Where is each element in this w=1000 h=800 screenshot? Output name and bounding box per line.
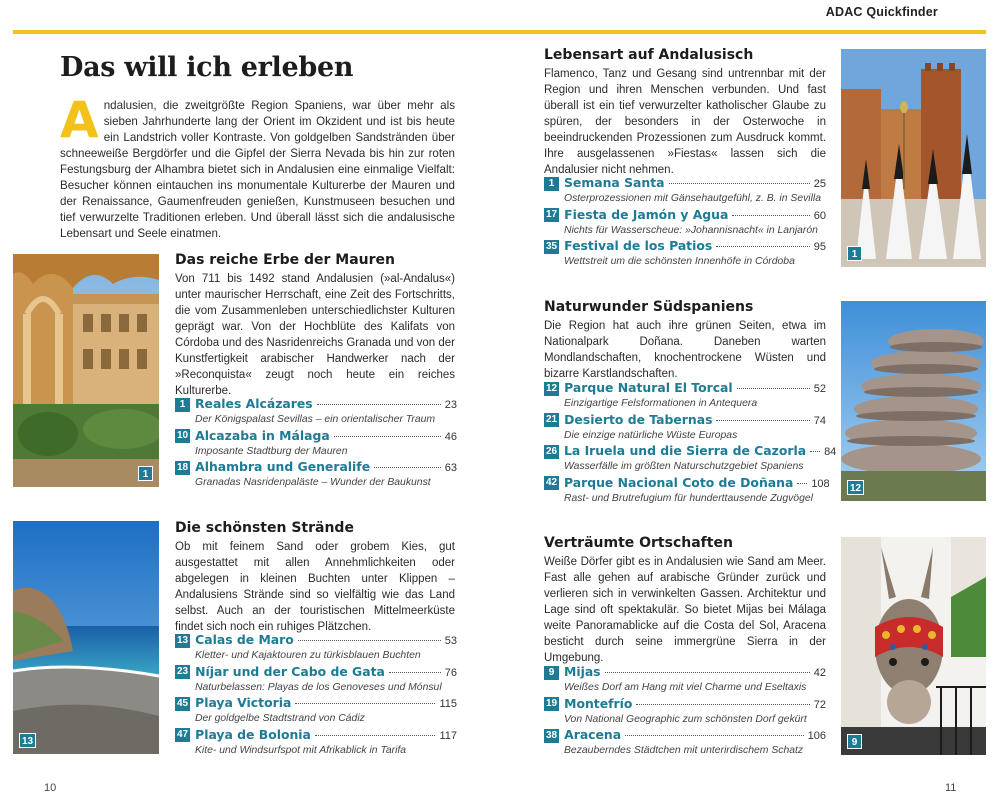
section-text-mauren: Von 711 bis 1492 stand Andalusien (»al-Andalus«) unter maurischer Herrschaft, eine Zeit des Fortschritts, die vom Zusammenleben unterschiedlichster Kulturen geprägt war. Von der Hochblüte des Kalifats von Córdoba und des Nasridenreichs Granada und von der Kunstfertigkeit arabischer Handwerker nach der »Reconquista« zeugt noch heute ein reiches Kulturerbe. [175, 273, 456, 397]
poi-name[interactable]: La Iruela und die Sierra de Cazorla [564, 443, 807, 458]
poi-name[interactable]: Alhambra und Generalife [195, 459, 371, 474]
intro-text: ndalusien, die zweitgrößte Region Spaniens, war über mehr als sieben Jahrhunderte lang der Orient im Okzident und ist bis heute ein Landstrich voller Kontraste. Von goldgelben Sandstränden über schneeweiße Bergdörfer und die Gipfel der Sierra Nevada bis hin zur roten Festungsburg der Alhambra bietet sich in Andalusien eine einmalige Vielfalt: Besucher können eintauchen ins monumentale Kulturerbe der Mauren und der Renaissance, Gaumenfreuden genießen, Kunstmuseen besuchen und tief verwurzelte Traditionen erleben. Und überall lässt sich die andalusische Lebensart und Seele einatmen. [60, 99, 455, 240]
poi-page: 72 [813, 698, 826, 711]
beach-illustration [13, 521, 159, 754]
poi-name[interactable]: Festival de los Patios [564, 238, 713, 253]
section-title-natur: Naturwunder Südspaniens [544, 299, 754, 315]
leader-dots [298, 640, 441, 641]
leader-dots [669, 183, 810, 184]
leader-dots [716, 246, 810, 247]
leader-dots [317, 404, 441, 405]
poi-page: 23 [444, 399, 457, 411]
photo-badge: 1 [847, 246, 862, 261]
poi-list-mauren [175, 396, 457, 491]
poi-number-badge: 9 [544, 666, 559, 680]
photo-mijas-donkey [841, 537, 986, 755]
poi-description: Kite- und Windsurfspot mit Afrikablick in Tarifa [195, 744, 407, 756]
list-item[interactable] [544, 380, 826, 412]
section-text-lebensart: Flamenco, Tanz und Gesang sind untrennbar mit der Region und ihren Menschen verbunden. Und fast überall ist ein tief verwurzelter katholischer Glaube zu spüren, der besonders in der Osterwoche in beeindruckenden Prozessionen zum Ausdruck kommt. Ihre ausgelassenen »Fiestas« lassen sich die Andalusier nicht nehmen. [544, 68, 826, 176]
poi-number-badge: 10 [177, 430, 189, 441]
poi-page: 46 [444, 430, 457, 443]
rock-formation-illustration [841, 301, 986, 501]
poi-name[interactable]: Alcazaba in Málaga [195, 427, 330, 443]
poi-description: Wasserfälle im größten Naturschutzgebiet Spaniens [564, 461, 804, 472]
list-item[interactable] [544, 727, 826, 759]
poi-page: 63 [444, 462, 457, 474]
poi-list-natur [544, 380, 837, 506]
poi-number-badge: 23 [177, 666, 189, 677]
poi-description: Die einzige natürliche Wüste Europas [564, 429, 738, 441]
photo-badge: 9 [847, 734, 862, 749]
photo-alcazar [13, 254, 159, 487]
page-number-right: 11 [945, 782, 957, 794]
photo-el-torcal [841, 301, 986, 501]
leader-dots [605, 672, 810, 673]
leader-dots [732, 215, 809, 216]
poi-description: Der Königspalast Sevillas – ein orientalischer Traum [195, 414, 436, 425]
poi-number-badge: 19 [546, 698, 558, 709]
leader-dots [636, 704, 809, 705]
poi-number-badge: 38 [546, 729, 558, 741]
leader-dots [625, 735, 804, 736]
list-item[interactable] [544, 474, 830, 507]
poi-name[interactable]: Reales Alcázares [195, 396, 313, 411]
poi-number-badge: 42 [546, 477, 558, 488]
list-item[interactable] [175, 664, 457, 696]
poi-number-badge: 21 [546, 414, 558, 425]
poi-name[interactable]: Parque Nacional Coto de Doñana [564, 474, 794, 490]
poi-number-badge: 17 [546, 209, 558, 220]
poi-number-badge: 26 [546, 445, 558, 457]
poi-page: 76 [444, 666, 457, 679]
poi-page: 117 [439, 729, 457, 742]
poi-number-badge: 45 [177, 697, 189, 709]
poi-page: 25 [813, 178, 826, 190]
dropcap: A [60, 91, 99, 149]
poi-name[interactable]: Mijas [564, 664, 601, 679]
photo-beach [13, 521, 159, 754]
poi-name[interactable]: Calas de Maro [195, 632, 294, 647]
poi-description: Rast- und Brutrefugium für hunderttausende Zugvögel [564, 492, 813, 504]
poi-number-badge: 12 [546, 382, 558, 394]
list-item[interactable] [544, 412, 826, 444]
poi-description: Granadas Nasridenpaläste – Wunder der Baukunst [195, 477, 431, 488]
poi-description: Bezauberndes Städtchen mit unterirdischem Schatz [564, 745, 804, 756]
donkey-illustration [841, 537, 986, 755]
list-item[interactable] [175, 727, 457, 759]
poi-number-badge: 1 [544, 177, 559, 191]
poi-list-lebensart [544, 175, 826, 270]
list-item[interactable] [544, 238, 826, 270]
list-item[interactable] [544, 175, 826, 207]
section-title-orte: Verträumte Ortschaften [544, 535, 733, 551]
leader-dots [389, 672, 441, 673]
poi-number-badge: 13 [177, 634, 189, 646]
section-title-lebensart: Lebensart auf Andalusisch [544, 47, 754, 63]
list-item[interactable] [175, 459, 457, 491]
poi-number-badge: 18 [177, 461, 189, 473]
poi-number-badge: 35 [546, 240, 558, 252]
poi-name[interactable]: Parque Natural El Torcal [564, 380, 733, 395]
poi-description: Imposante Stadtburg der Mauren [195, 445, 348, 457]
poi-description: Wettstreit um die schönsten Innenhöfe in Córdoba [564, 256, 795, 267]
list-item[interactable] [544, 696, 826, 728]
poi-description: Der goldgelbe Stadtstrand von Cádiz [195, 713, 365, 724]
poi-name[interactable]: Desierto de Tabernas [564, 411, 713, 427]
poi-name[interactable]: Fiesta de Jamón y Agua [564, 206, 729, 222]
list-item[interactable] [544, 664, 826, 696]
poi-description: Weißes Dorf am Hang mit viel Charme und Eseltaxis [564, 682, 807, 693]
poi-description: Osterprozessionen mit Gänsehautgefühl, z. B. in Sevilla [564, 193, 822, 204]
poi-list-orte [544, 664, 826, 759]
photo-badge: 13 [19, 733, 36, 748]
poi-name[interactable]: Níjar und der Cabo de Gata [195, 663, 385, 679]
page-number-left: 10 [44, 782, 57, 794]
poi-page: 115 [439, 698, 457, 710]
poi-name[interactable]: Semana Santa [564, 175, 665, 190]
poi-list-straende [175, 632, 457, 758]
list-item[interactable] [175, 428, 457, 460]
list-item[interactable] [175, 695, 457, 727]
poi-page: 52 [813, 383, 826, 395]
poi-page: 106 [807, 730, 826, 742]
list-item[interactable] [175, 396, 457, 428]
leader-dots [334, 436, 441, 437]
poi-page: 53 [444, 635, 457, 647]
brand-label: ADAC Quickfinder [825, 5, 938, 19]
poi-number-badge: 1 [175, 398, 190, 412]
section-title-straende: Die schönsten Strände [175, 520, 354, 536]
leader-dots [716, 420, 809, 421]
list-item[interactable] [544, 207, 826, 239]
section-text-natur: Die Region hat auch ihre grünen Seiten, etwa im Nationalpark Doñana. Daneben warten Mondlandschaften, knochentrockene Wüsten und bizarre Karstlandschaften. [544, 320, 826, 380]
section-text-straende: Ob mit feinem Sand oder grobem Kies, gut ausgestattet mit allen Annehmlichkeiten oder abgelegen in kleinen Buchten unter Klippen – Andalusiens Strände sind so vielfältig wie das Land selbst. Auch an der touristischen Mittelmeerküste findet sich noch ein ruhiges Plätzchen. [175, 541, 455, 633]
leader-dots [797, 483, 807, 484]
poi-page: 84 [824, 446, 837, 458]
leader-dots [374, 467, 441, 468]
poi-page: 95 [813, 241, 826, 253]
poi-description: Kletter- und Kajaktouren zu türkisblauen Buchten [195, 650, 421, 661]
poi-name[interactable]: Playa Victoria [195, 695, 292, 710]
list-item[interactable] [544, 443, 837, 475]
leader-dots [810, 451, 820, 452]
alcazar-illustration [13, 254, 159, 487]
section-title-mauren: Das reiche Erbe der Mauren [175, 252, 395, 268]
poi-number-badge: 47 [177, 729, 189, 740]
poi-name[interactable]: Playa de Bolonia [195, 726, 311, 742]
photo-badge: 1 [138, 466, 153, 481]
page-title: Das will ich erleben [60, 52, 354, 83]
poi-name[interactable]: Aracena [564, 727, 622, 742]
poi-name[interactable]: Montefrío [564, 695, 633, 711]
poi-description: Einzigartige Felsformationen in Antequera [564, 398, 758, 409]
procession-illustration [841, 49, 986, 267]
photo-badge: 12 [847, 480, 864, 495]
poi-description: Von National Geographic zum schönsten Dorf gekürt [564, 713, 807, 725]
poi-page: 74 [813, 414, 826, 427]
section-text-orte: Weiße Dörfer gibt es in Andalusien wie Sand am Meer. Fast alle gehen auf arabische Gründer zurück und verlieren sich in verwinkelten Gassen. Architektur und Lage sind oft spektakulär. So bietet Mijas bei Málaga weite Panoramablicke auf die Costa del Sol, Aracena besticht durch seine immergrüne Sierra in der Umgebung. [544, 556, 826, 664]
leader-dots [315, 735, 436, 736]
poi-description: Naturbelassen: Playas de los Genoveses und Mónsul [195, 681, 442, 693]
photo-semana-santa [841, 49, 986, 267]
list-item[interactable] [175, 632, 457, 664]
header-rule [13, 30, 986, 34]
poi-page: 42 [813, 667, 826, 679]
poi-page: 60 [813, 209, 826, 222]
poi-page: 108 [811, 477, 830, 490]
leader-dots [737, 388, 810, 389]
leader-dots [295, 703, 435, 704]
intro-paragraph [60, 91, 455, 242]
poi-description: Nichts für Wasserscheue: »Johannisnacht« in Lanjarón [564, 224, 818, 236]
